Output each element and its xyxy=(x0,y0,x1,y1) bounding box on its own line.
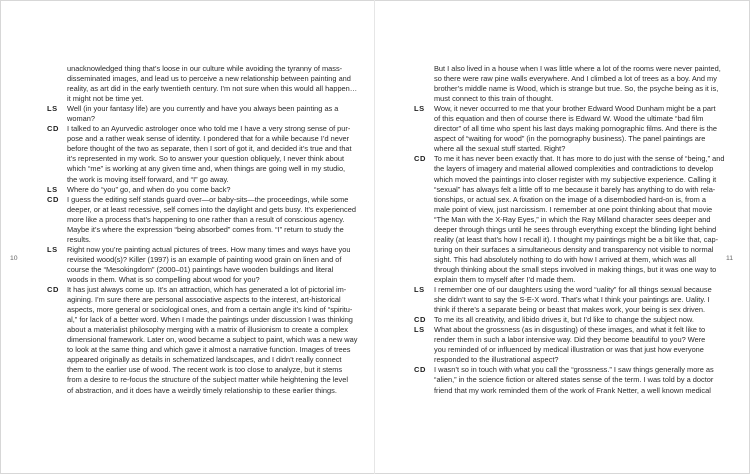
text-line: “alien,” in the science fiction or altered states sense of the term. I was told by a doctor xyxy=(434,375,714,385)
speaker-label: CD xyxy=(47,124,60,134)
interview-entry xyxy=(414,154,725,285)
speaker-label: CD xyxy=(47,194,60,204)
text-line: It has just always come up. It’s an attraction, which has generated a lot of pictorial im- xyxy=(67,285,347,295)
text-line: deeper, or at least recessive, self comes into the daylight and gets busy. It’s experienced xyxy=(67,204,356,214)
text-line: tionships, or actual sex. A fixation on the image of a disembodied hard-on is, from a xyxy=(434,194,706,204)
text-line: unacknowledged thing that’s loose in our culture while avoiding the tyranny of mass- xyxy=(67,64,343,73)
interview-entry xyxy=(47,124,352,184)
text-line: revisited wood(s)? Killer (1997) is an example of painting wood grain on linen and of xyxy=(67,254,342,264)
speaker-label: LS xyxy=(414,285,425,295)
text-line: turing on their surfaces a simultaneous density and transparency not visible to normal xyxy=(434,244,714,254)
text-line: dimensional framework. Later on, wood became a subject to paint, which was a new way xyxy=(67,335,358,345)
interview-entry xyxy=(47,185,337,195)
text-line: aspect of “waiting for wood” (in the pornography business). The panel paintings are xyxy=(434,134,706,144)
text-line: What about the grossness (as in disgusting) of these images, and what it felt like to xyxy=(434,325,706,335)
speaker-label: CD xyxy=(414,315,427,325)
interview-entry xyxy=(47,104,337,124)
text-line: “sexual” has always felt a little off to me because it barely has anything to do with rela- xyxy=(434,184,716,194)
text-line: explain them to myself after I’d made them. xyxy=(434,274,576,284)
text-line: Well (in your fantasy life) are you currently and have you always been painting as a xyxy=(67,104,339,114)
text-line: she didn’t want to say the S-E-X word. That’s what I think your paintings are. Uality. I xyxy=(434,295,710,305)
speaker-label: CD xyxy=(414,365,427,375)
text-line: pose and a rather weak sense of identity. I pondered that for a while because I’d never xyxy=(67,134,350,144)
text-line: from a desire to re-focus the structure of the subject matter while heightening the level xyxy=(67,375,348,385)
text-line: woods in them. What is so compelling about wood for you? xyxy=(67,274,260,284)
text-line: Wow, it never occurred to me that your brother Edward Wood Dunham might be a part xyxy=(434,104,716,114)
text-line: appeared originally as details in schematized landscapes, and I didn’t really connect xyxy=(67,355,342,365)
text-line: I guess the editing self stands guard over—or baby-sits—the proceedings, while some xyxy=(67,194,349,204)
text-line: of abstraction, and it does have a weirdly timely relationship to these earlier things. xyxy=(67,385,337,395)
text-line: you reminded of or influenced by medical illustration or was that just how everyone xyxy=(434,345,704,355)
text-line: before thought of the two as separate, then I sort of got it, and decided it’s true and that xyxy=(67,144,352,154)
interview-entry xyxy=(414,325,704,365)
interview-entry xyxy=(414,104,718,154)
text-line: agining. I’m sure there are personal associative aspects to the interest, art-historical xyxy=(67,295,341,305)
interview-entry xyxy=(47,64,358,104)
text-line: But I also lived in a house when I was little where a lot of the rooms were never painted, xyxy=(434,64,721,73)
text-line: Where do “you” go, and when do you come back? xyxy=(67,184,231,194)
text-line: render them in such a labor intensive way. Did they become beautiful to you? Were xyxy=(434,335,706,345)
text-line: to look at the same thing and which gave it almost a narrative function. Images of trees xyxy=(67,345,351,355)
text-line: Right now you’re painting actual pictures of trees. How many times and ways have you xyxy=(67,244,351,254)
text-line: To me its all creativity, and libido drives it, but I’d like to change the subject now. xyxy=(434,315,694,325)
right-text-column xyxy=(414,64,725,396)
text-line: deeper through things until he sees through everything except the blinding light behind xyxy=(434,224,717,234)
text-line: “The Man with the X-Ray Eyes,” in which the Ray Milland character sees deeper and xyxy=(434,214,711,224)
speaker-label: CD xyxy=(47,285,60,295)
interview-entry xyxy=(414,285,712,315)
text-line: I remember one of our daughters using the word “uality” for all things sexual because xyxy=(434,285,712,295)
text-line: woman? xyxy=(67,114,95,124)
text-line: more like a process that’s happening to one rather than a result of conscious agency. xyxy=(67,214,345,224)
text-line: To me it has never been exactly that. It has more to do just with the sense of “being,” and xyxy=(434,154,725,164)
interview-entry xyxy=(414,365,714,395)
text-line: where all the sexual stuff started. Right? xyxy=(434,144,566,154)
left-text-column xyxy=(47,64,358,396)
text-line: them to the earlier use of wood. The recent work is too close to analyze, but it stems xyxy=(67,365,343,375)
text-line: I talked to an Ayurvedic astrologer once who told me I have a very strong sense of pur- xyxy=(67,124,351,134)
text-line: brother’s middle name is Wood, which is strange but true. So, the psyche being as it is, xyxy=(434,84,719,94)
text-line: I wasn’t so in touch with what you call the “grossness.” I saw things generally more as xyxy=(434,365,714,375)
interview-entry xyxy=(47,285,358,396)
interview-entry xyxy=(414,315,704,325)
page-number-right: 11 xyxy=(726,255,734,262)
text-line: must connect to this train of thought. xyxy=(434,94,554,104)
text-line: course the “Mesokingdom” (2000–01) paintings have wooden buildings and literal xyxy=(67,264,334,274)
speaker-label: LS xyxy=(47,244,58,254)
text-line: the work is moving itself forward, and “I” go away. xyxy=(67,174,229,184)
text-line: which “me” is working at any given time and, when things are going well in my studio, xyxy=(67,164,346,174)
speaker-label: CD xyxy=(414,154,427,164)
text-line: reality (at least that’s how I recall it). I thought my paintings might be a bit like that, cap- xyxy=(434,234,719,244)
interview-entry xyxy=(47,194,356,245)
text-line: of this equation and then of course there is Edward W. Wood the ultimate “bad film xyxy=(434,114,704,124)
text-line: responded to the illustrational aspect? xyxy=(434,355,559,365)
text-line: al,” for lack of a better word. When I made the paintings under discussion I was thinking xyxy=(67,315,353,325)
interview-entry xyxy=(414,64,721,104)
text-line: it might not be time yet. xyxy=(67,94,144,104)
text-line: so there were raw pine walls everywhere. And I climbed a lot of trees as a boy. And my xyxy=(434,74,717,84)
text-line: male point of view, just narcissism. I remember at one point thinking about that movie xyxy=(434,204,713,214)
text-line: results. xyxy=(67,234,91,244)
text-line: aspects, more general or sociological ones, and from a certain angle it’s kind of “spiritu- xyxy=(67,305,353,315)
text-line: which moved the paintings into closer register with my subjective experience. Calling it xyxy=(434,174,717,184)
interview-entry xyxy=(47,244,351,285)
text-line: the layers of imagery and material allowed complexities and contradictions to develop xyxy=(434,164,714,174)
speaker-label: LS xyxy=(47,184,58,194)
speaker-label: LS xyxy=(414,104,425,114)
text-line: Maybe it’s where the expression “being absorbed” comes from. “I” return to study the xyxy=(67,224,344,234)
text-line: sight. This had absolutely nothing to do with how I arrived at them, which was all xyxy=(434,254,696,264)
text-line: friend that my work reminded them of the work of Frank Netter, a well known medical xyxy=(434,385,711,395)
text-line: reality, as art did in the early twentieth century. I’m not sure when this would all happen… xyxy=(67,84,358,94)
speaker-label: LS xyxy=(414,325,425,335)
page-number-left: 10 xyxy=(10,255,18,262)
text-line: through thinking about the small steps involved in making things, but it was one way to xyxy=(434,264,717,274)
text-line: disseminated images, and lead us to perceive a new relationship between painting and xyxy=(67,74,351,84)
speaker-label: LS xyxy=(47,104,58,114)
text-line: it’s represented in my work. So to answer your question obliquely, I never think about xyxy=(67,154,345,164)
text-line: director” of all time who spent his last days making pornographic films. And there is the xyxy=(434,124,718,134)
text-line: think if there’s a separate being or beast that makes work, your being is sex driven. xyxy=(434,305,705,315)
text-line: about a materialist philosophy merging with a matrix of illusionism to create a complex xyxy=(67,325,348,335)
